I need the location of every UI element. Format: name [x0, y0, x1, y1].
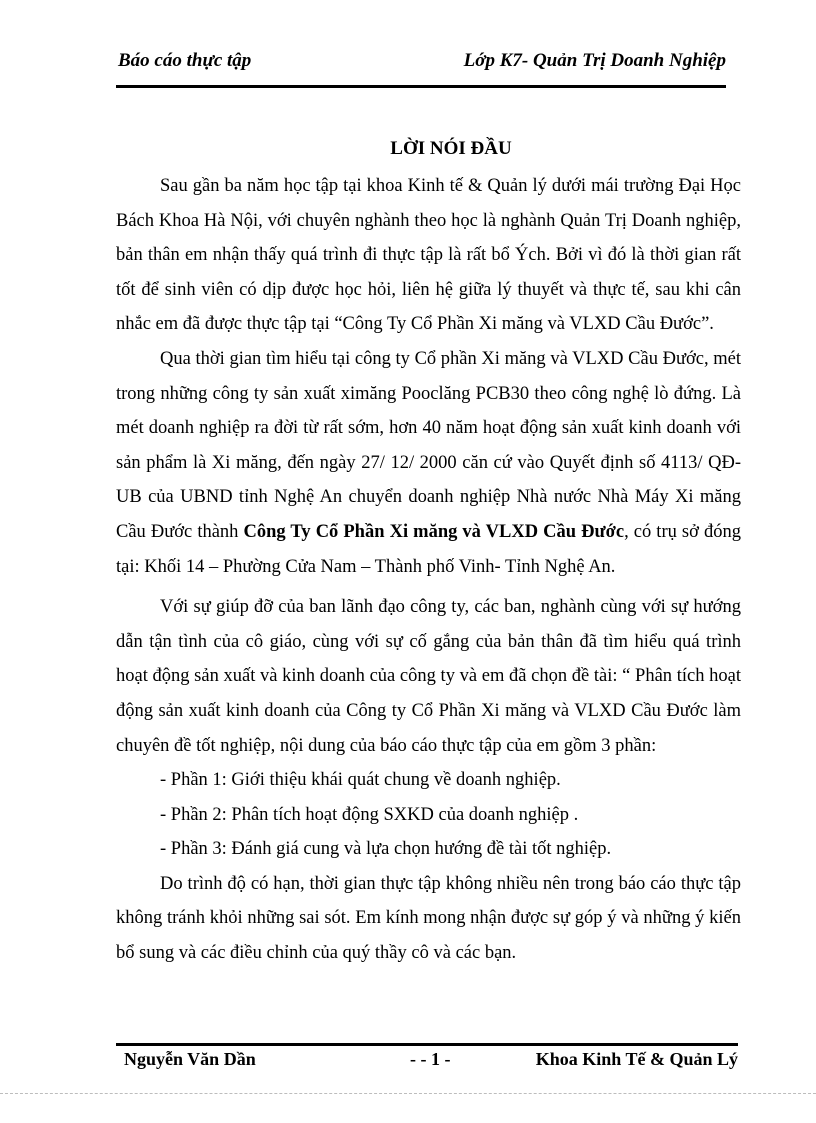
paragraph-company: [116, 342, 741, 584]
page-footer: [116, 1049, 738, 1077]
page-header: [116, 50, 726, 78]
footer-author: Nguyễn Văn Dần: [124, 1049, 256, 1069]
paragraph-company-text-1: Qua thời gian tìm hiểu tại công ty Cổ phần Xi măng và VLXD Cầu Đước, mét trong những công ty sản xuất ximăng Pooclăng PCB30 theo công nghệ lò đứng. Là mét doanh nghiệp ra đời từ rất sớm, hơn 40 năm hoạt động sản xuất kinh doanh với sản phẩm là Xi măng, đến ngày 27/ 12/ 2000 căn cứ vào Quyết định số 4113/ QĐ-UB của UBND tỉnh Nghệ An chuyển doanh nghiệp Nhà nước Nhà Máy Xi măng Cầu Đước thành: [116, 348, 741, 542]
list-item-part-3: - Phần 3: Đánh giá cung và lựa chọn hướng đề tài tốt nghiệp.: [160, 839, 612, 860]
paragraph-company-name: Công Ty Cổ Phần Xi măng và VLXD Cầu Đước: [243, 521, 625, 542]
footer-faculty: Khoa Kinh Tế & Quản Lý: [535, 1049, 738, 1069]
document-body: [116, 169, 741, 971]
header-divider: [116, 85, 726, 88]
page-break-line: [0, 1093, 816, 1094]
paragraph-company-text-2: , có trụ sở đóng tại: Khối 14 – Phường Cửa Nam – Thành phố Vinh- Tỉnh Nghệ An.: [116, 521, 741, 577]
paragraph-topic: Với sự giúp đỡ của ban lãnh đạo công ty, các ban, nghành cùng với sự hướng dẫn tận tình của cô giáo, cùng với sự cố gắng của bản thân đã tìm hiểu quá trình hoạt động sản xuất và kinh doanh của công ty và em đã chọn đề tài: “ Phân tích hoạt động sản xuất kinh doanh của Công ty Cổ Phần Xi măng và VLXD Cầu Đước làm chuyên đề tốt nghiệp, nội dung của báo cáo thực tập của em gồm 3 phần:: [116, 597, 741, 756]
header-class-name: Lớp K7- Quản Trị Doanh Nghiệp: [463, 50, 726, 71]
list-item-part-2: - Phần 2: Phân tích hoạt động SXKD của doanh nghiệp .: [160, 804, 579, 825]
footer-page-number: - - 1 -: [410, 1049, 451, 1069]
paragraph-closing: Do trình độ có hạn, thời gian thực tập không nhiều nên trong báo cáo thực tập không tránh khỏi những sai sót. Em kính mong nhận được sự góp ý và những ý kiến bổ sung và các điều chỉnh của quý thầy cô và các bạn.: [116, 873, 741, 964]
list-item-part-1: - Phần 1: Giới thiệu khái quát chung về doanh nghiệp.: [160, 770, 561, 791]
paragraph-intro: Sau gần ba năm học tập tại khoa Kinh tế & Quản lý dưới mái trường Đại Học Bách Khoa Hà Nội, với chuyên nghành theo học là nghành Quản Trị Doanh nghiệp, bản thân em nhận thấy quá trình đi thực tập là rất bổ Ých. Bởi vì đó là thời gian rất tốt để sinh viên có dịp được học hỏi, liên hệ giữa lý thuyết và thực tế, sau khi cân nhắc em đã được thực tập tại “Công Ty Cổ Phần Xi măng và VLXD Cầu Đước”.: [116, 176, 741, 335]
header-report-title: Báo cáo thực tập: [118, 50, 252, 71]
footer-divider: [116, 1043, 738, 1046]
page-title: LỜI NÓI ĐẦU: [390, 138, 512, 159]
